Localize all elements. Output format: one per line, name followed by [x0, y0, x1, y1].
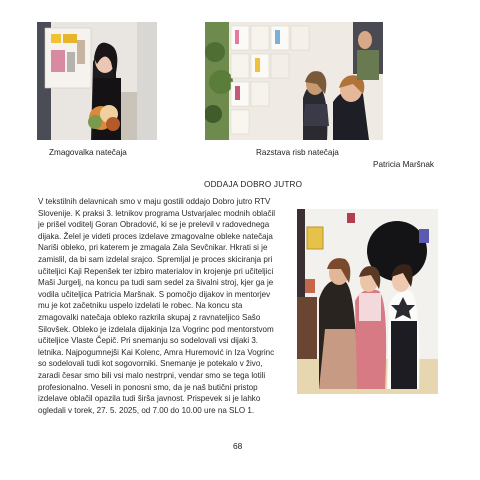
article-line: letnika. Najpogumnejši Kai Kolenc, Amra Huremović in Iza Vogrinc — [38, 347, 275, 357]
caption-contest-winner: Zmagovalka natečaja — [49, 148, 127, 157]
article-line: Silovšek. Obleko je izdelala dijakinja Iza Vogrinc pod mentorstvom — [38, 324, 274, 334]
article-line: V tekstilnih delavnicah smo v maju gostili oddajo Dobro jutro RTV — [38, 197, 271, 206]
photo-drawing-exhibition — [205, 22, 383, 140]
page-number: 68 — [233, 441, 243, 451]
article-line: učiteljice Vlaste Čepič. Pri snemanju so sodelovali vsi dijaki 3. — [38, 336, 259, 346]
article-line: Nariši obleko, pri katerem je zmagala Zala Sevčnikar. Hkrati si je — [38, 243, 268, 253]
article-line: zaradi česar smo bili vsi malo nestrpni, vendar smo se tega lotili — [38, 370, 266, 380]
article-line: zamislil, da bi sam izdelal srajco. Spremljal je proces skiciranja pri — [38, 254, 273, 264]
article-line: profesionalno. Veseli in ponosni smo, da je naš butični pristop — [38, 382, 258, 392]
article-line: vodila učiteljica Patricia Maršnak. S pomočjo dijakov in mentorjev — [38, 289, 271, 299]
photo-drawing-exhibition-image — [205, 22, 383, 140]
article-line: ogledali v torek, 27. 5. 2025, od 7.00 do 10.00 ure na SLO 1. — [38, 405, 255, 415]
article-line: učiteljici Kaji Repenšek ter izbiro materialov in krojenje pri učiteljici — [38, 266, 274, 276]
photo-studio-group — [297, 209, 438, 394]
article-line: so sodelovali tudi kot sogovorniki. Snemanje je potekalo v živo, — [38, 359, 263, 369]
article-line: mu je kot začetniku uspelo izdelati le robec. Na koncu sta — [38, 301, 243, 311]
article-line: Slovenije. K praksi 3. letnikov programa Ustvarjalec modnih oblačil — [38, 208, 276, 218]
photo-contest-winner — [37, 22, 157, 140]
article-line: izdelave oblačil opazila tudi širša javnost. Prispevek si je lahko — [38, 394, 261, 404]
article-body — [38, 196, 290, 416]
article-line: dijaka. Želel je videti proces izdelave zmagovalne obleke natečaja — [38, 231, 273, 241]
article-heading: ODDAJA DOBRO JUTRO — [204, 180, 303, 189]
photo-studio-group-image — [297, 209, 438, 394]
article-line: zmagovalki natečaja obleko razkrila skupaj z ravnateljico Sašo — [38, 312, 261, 322]
caption-drawing-exhibition: Razstava risb natečaja — [256, 148, 339, 157]
article-line: Maši Jurgelj, na koncu pa tudi sam sedel za šivalni stroj, kjer ga je — [38, 278, 274, 288]
article-line: je prišel voditelj Goran Obradović, ki se je prelevil v radovednega — [38, 220, 270, 230]
photo-credit: Patricia Maršnak — [373, 160, 434, 169]
photo-contest-winner-image — [37, 22, 157, 140]
